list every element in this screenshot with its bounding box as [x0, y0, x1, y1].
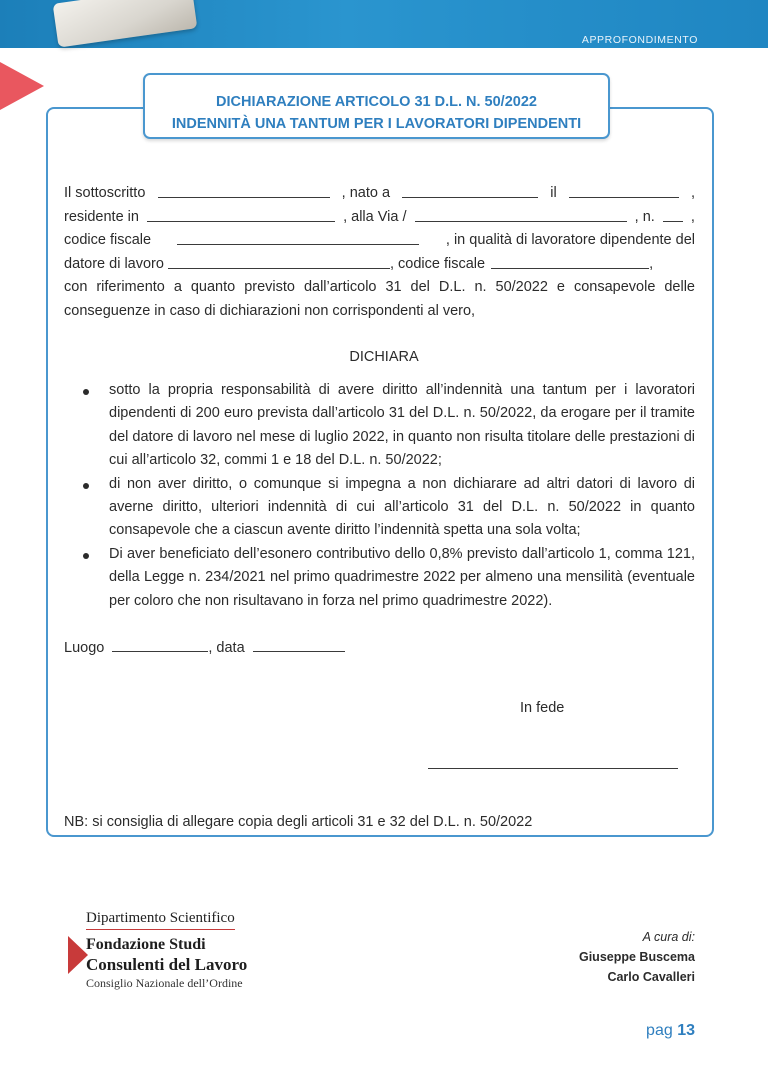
- attachment-note: NB: si consiglia di allegare copia degli articoli 31 e 32 del D.L. n. 50/2022: [64, 814, 533, 830]
- nato-label: , nato a: [341, 185, 391, 201]
- employer-tax-code-label: , codice fiscale: [389, 255, 486, 272]
- form-line-1: [64, 182, 695, 206]
- department-label: Dipartimento Scientifico: [86, 910, 235, 930]
- luogo-label: Luogo: [64, 640, 105, 656]
- form-line-2: [64, 206, 695, 230]
- logo-line-3: Consiglio Nazionale dell’Ordine: [86, 976, 243, 990]
- list-item-text: di non aver diritto, o comunque si impegna a non dichiarare ad altri datori di lavoro di averne diritto, ulteriori indennità di cui all’articolo 31 del D.L. n. 50/2022 in quanto consapevole che a ciascun avente diritto l’indennità spetta una sola volta;: [109, 475, 695, 539]
- birthplace-field[interactable]: [402, 182, 538, 198]
- datore-label: datore di lavoro: [64, 255, 164, 272]
- bullet-icon: [83, 553, 89, 559]
- data-label: , data: [208, 640, 245, 656]
- section-label: APPROFONDIMENTO: [581, 34, 698, 46]
- dichiara-heading: DICHIARA: [349, 349, 419, 365]
- bullet-icon: [83, 483, 89, 489]
- list-item-text: Di aver beneficiato dell’esonero contributivo dello 0,8% previsto dall’articolo 1, comma 121, della Legge n. 234/2021 nel primo quadrimestre 2022 per almeno una mensilità (eventuale per coloro che non risultavano in forza nel primo quadrimestre 2022).: [109, 545, 695, 609]
- via-label: , alla Via /: [343, 208, 407, 225]
- title-line-2: INDENNITÀ UNA TANTUM PER I LAVORATORI DIPENDENTI: [171, 116, 582, 132]
- list-item: [64, 379, 695, 473]
- comma: ,: [649, 255, 654, 272]
- place-field[interactable]: [112, 636, 208, 652]
- declaration-list: [64, 379, 695, 613]
- place-date-line: [64, 636, 345, 656]
- document-title: [143, 73, 610, 139]
- author-name: Giuseppe Buscema: [578, 950, 695, 964]
- date-field[interactable]: [253, 636, 345, 652]
- header-banner: [0, 0, 768, 48]
- tax-code-field[interactable]: [177, 229, 419, 245]
- sottoscritto-label: Il sottoscritto: [64, 185, 146, 201]
- qualita-label: , in qualità di lavoratore dipendente del: [445, 232, 695, 248]
- number-label: , n.: [634, 208, 655, 225]
- list-item: [64, 543, 695, 613]
- header-photo: [53, 0, 198, 48]
- employer-tax-code-field[interactable]: [491, 253, 649, 269]
- in-fede-label: In fede: [520, 700, 565, 716]
- red-arrow-icon: [0, 62, 44, 110]
- author-name: Carlo Cavalleri: [607, 970, 695, 984]
- codice-fiscale-label: codice fiscale: [64, 232, 152, 248]
- street-number-field[interactable]: [663, 206, 683, 222]
- logo-line-1: Fondazione Studi: [86, 936, 206, 953]
- list-item: [64, 473, 695, 543]
- comma: ,: [690, 208, 695, 225]
- logo-line-2: Consulenti del Lavoro: [86, 955, 248, 974]
- residence-field[interactable]: [147, 206, 335, 222]
- credits-label: A cura di:: [642, 930, 695, 944]
- form-line-4: [64, 253, 695, 277]
- residente-label: residente in: [64, 208, 139, 225]
- list-item-text: sotto la propria responsabilità di avere diritto all’indennità una tantum per i lavoratori dipendenti di 200 euro prevista dall’articolo 31 del D.L. n. 50/2022, da erogare per il tramite del datore di lavoro nel mese di luglio 2022, in quanto non risulta titolare delle prestazioni di cui all’articolo 32, commi 1 e 18 del D.L. n. 50/2022;: [109, 382, 696, 469]
- birthdate-field[interactable]: [569, 182, 679, 198]
- employer-field[interactable]: [168, 253, 390, 269]
- page-number-value: 13: [677, 1022, 695, 1039]
- signature-field[interactable]: [428, 768, 678, 769]
- form-line-3: [64, 229, 695, 253]
- name-field[interactable]: [158, 182, 330, 198]
- declarant-details: [64, 182, 695, 323]
- logo-arrow-icon: [68, 936, 88, 974]
- credits: [579, 927, 695, 987]
- street-field[interactable]: [415, 206, 627, 222]
- bullet-icon: [83, 389, 89, 395]
- birthdate-label: il: [550, 185, 557, 201]
- reference-paragraph: con riferimento a quanto previsto dall’articolo 31 del D.L. n. 50/2022 e consapevole delle conseguenze in caso di dichiarazioni non corrispondenti al vero,: [64, 279, 695, 319]
- comma: ,: [690, 185, 695, 201]
- page-prefix: pag: [646, 1022, 673, 1039]
- title-line-1: DICHIARAZIONE ARTICOLO 31 D.L. N. 50/2022: [216, 94, 537, 110]
- page-number: [646, 1022, 695, 1040]
